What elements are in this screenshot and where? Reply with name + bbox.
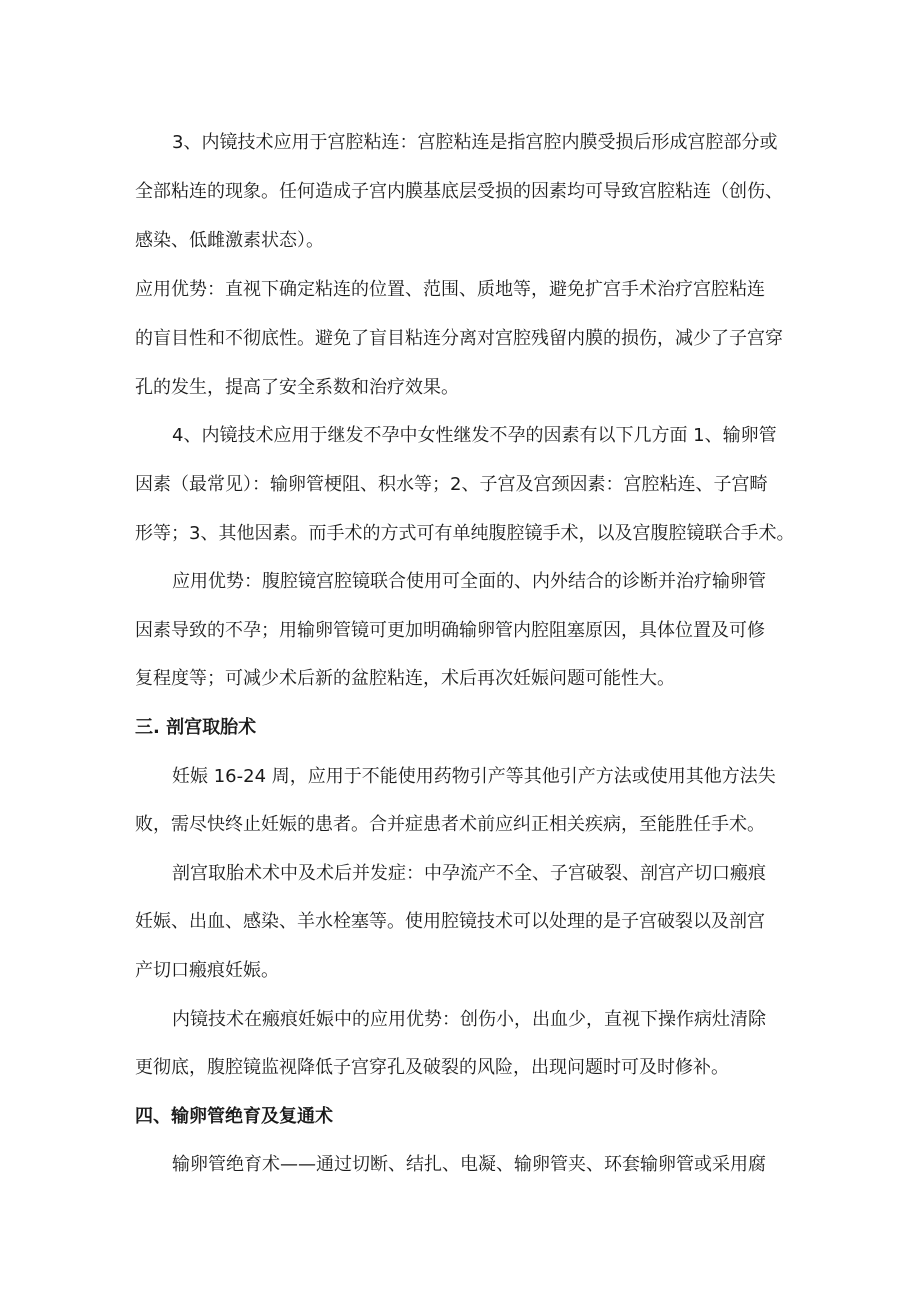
paragraph-line: 输卵管绝育术——通过切断、结扎、电凝、输卵管夹、环套输卵管或采用腐: [172, 1154, 766, 1175]
paragraph-line: 全部粘连的现象。任何造成子宫内膜基底层受损的因素均可导致宫腔粘连（创伤、: [135, 181, 783, 202]
paragraph-line: 3、内镜技术应用于宫腔粘连：宫腔粘连是指宫腔内膜受损后形成宫腔部分或: [172, 132, 778, 153]
paragraph-line: 内镜技术在瘢痕妊娠中的应用优势：创伤小，出血少，直视下操作病灶清除: [172, 1009, 766, 1030]
paragraph-line: 形等；3、其他因素。而手术的方式可有单纯腹腔镜手术，以及宫腹腔镜联合手术。: [135, 523, 795, 544]
paragraph-line: 因素（最常见）：输卵管梗阻、积水等；2、子宫及宫颈因素：宫腔粘连、子宫畸: [135, 474, 768, 495]
paragraph-line: 更彻底，腹腔镜监视降低子宫穿孔及破裂的风险，出现问题时可及时修补。: [135, 1057, 729, 1078]
paragraph-line: 妊娠 16-24 周，应用于不能使用药物引产等其他引产方法或使用其他方法失: [172, 766, 776, 787]
paragraph-line: 应用优势：直视下确定粘连的位置、范围、质地等，避免扩宫手术治疗宫腔粘连: [135, 279, 765, 300]
section-heading: 四、输卵管绝育及复通术: [135, 1106, 333, 1127]
paragraph-line: 败，需尽快终止妊娠的患者。合并症患者术前应纠正相关疾病，至能胜任手术。: [135, 814, 765, 835]
paragraph-line: 孔的发生，提高了安全系数和治疗效果。: [135, 377, 459, 398]
paragraph-line: 产切口瘢痕妊娠。: [135, 960, 279, 981]
section-heading: 三. 剖宫取胎术: [135, 717, 257, 738]
paragraph-line: 妊娠、出血、感染、羊水栓塞等。使用腔镜技术可以处理的是子宫破裂以及剖宫: [135, 911, 765, 932]
paragraph-line: 4、内镜技术应用于继发不孕中女性继发不孕的因素有以下几方面 1、输卵管: [172, 425, 777, 446]
paragraph-line: 因素导致的不孕；用输卵管镜可更加明确输卵管内腔阻塞原因，具体位置及可修: [135, 620, 765, 641]
paragraph-line: 的盲目性和不彻底性。避免了盲目粘连分离对宫腔残留内膜的损伤，减少了子宫穿: [135, 328, 783, 349]
paragraph-line: 剖宫取胎术术中及术后并发症：中孕流产不全、子宫破裂、剖宫产切口瘢痕: [172, 863, 766, 884]
paragraph-line: 应用优势：腹腔镜宫腔镜联合使用可全面的、内外结合的诊断并治疗输卵管: [172, 571, 766, 592]
paragraph-line: 复程度等；可减少术后新的盆腔粘连，术后再次妊娠问题可能性大。: [135, 668, 675, 689]
paragraph-line: 感染、低雌激素状态）。: [135, 230, 324, 251]
